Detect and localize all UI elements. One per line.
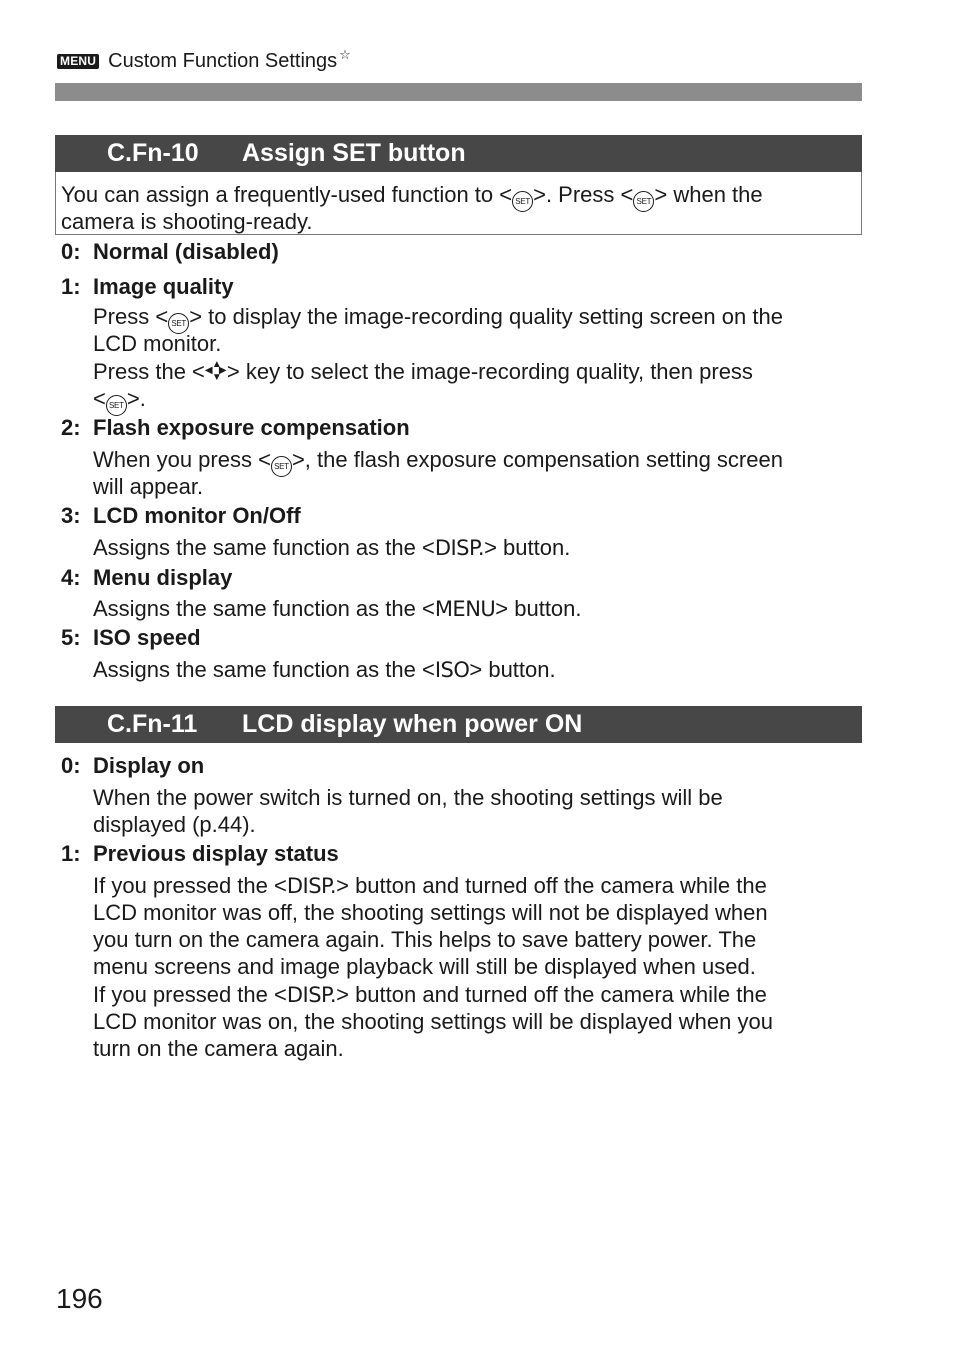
intro-line-2: camera is shooting-ready. <box>61 209 313 234</box>
option-desc-line: turn on the camera again. <box>93 1036 344 1061</box>
section-title: Assign SET button <box>242 139 466 167</box>
header-title: Custom Function Settings <box>108 49 338 72</box>
star-icon: ☆ <box>339 47 351 62</box>
section-bar-cfn11 <box>55 706 862 743</box>
option-heading: 0: Display on <box>61 753 205 778</box>
option-desc-line: LCD monitor. <box>93 331 222 356</box>
disp-button-label: DISP. <box>286 983 337 1007</box>
set-button-icon: SET <box>271 456 292 477</box>
option-heading: 4: Menu display <box>61 565 233 590</box>
option-desc-line: When you press < SET >, the flash exposure compensation setting screen <box>93 446 783 477</box>
option-desc-line: If you pressed the <DISP.> button and turned off the camera while the <box>93 982 767 1007</box>
set-button-icon: SET <box>106 395 127 416</box>
header-rule <box>55 83 862 101</box>
option-heading: 0: Normal (disabled) <box>61 239 279 264</box>
menu-icon: MENU <box>57 54 99 69</box>
option-desc-line: LCD monitor was off, the shooting settings will not be displayed when <box>93 900 768 925</box>
option-desc-line: Assigns the same function as the <MENU> button. <box>93 596 582 621</box>
option-desc-line: When the power switch is turned on, the shooting settings will be <box>93 785 723 810</box>
cross-keys-icon: ▲ ▼ ◀ ▶ <box>204 359 227 383</box>
option-heading: 2: Flash exposure compensation <box>61 415 410 440</box>
set-button-icon: SET <box>633 191 654 212</box>
option-heading: 5: ISO speed <box>61 625 201 650</box>
page-number: 196 <box>56 1283 103 1314</box>
page-header <box>57 48 351 74</box>
section-bar-cfn10 <box>55 135 862 172</box>
disp-button-label: DISP. <box>434 536 485 560</box>
disp-button-label: DISP. <box>286 874 337 898</box>
option-heading: 1: Previous display status <box>61 841 339 866</box>
option-desc-line: will appear. <box>93 474 204 499</box>
option-desc-line: menu screens and image playback will still be displayed when used. <box>93 954 756 979</box>
option-heading: 3: LCD monitor On/Off <box>61 503 301 528</box>
option-desc-line: LCD monitor was on, the shooting settings will be displayed when you <box>93 1009 773 1034</box>
option-heading: 1: Image quality <box>61 274 234 299</box>
option-desc-line: Press < SET > to display the image-recording quality setting screen on the <box>93 303 783 334</box>
option-desc-line: < SET >. <box>93 385 146 416</box>
intro-line-1: You can assign a frequently-used function to < SET >. Press < SET > when the <box>61 181 763 212</box>
iso-button-label: ISO <box>434 658 470 682</box>
option-desc-line: If you pressed the <DISP.> button and turned off the camera while the <box>93 873 767 898</box>
option-desc-line: Assigns the same function as the <ISO> button. <box>93 657 556 682</box>
option-desc-line: you turn on the camera again. This helps to save battery power. The <box>93 927 757 952</box>
section-number: C.Fn-11 <box>107 710 198 738</box>
set-button-icon: SET <box>512 191 533 212</box>
menu-button-label: MENU <box>434 597 496 621</box>
option-desc-line: Press the < ▲ ▼ ◀ ▶ > key to select the image-recording quality, then press <box>93 359 753 384</box>
section-number: C.Fn-10 <box>107 139 199 167</box>
option-desc-line: displayed (p.44). <box>93 812 256 837</box>
set-button-icon: SET <box>168 313 189 334</box>
option-desc-line: Assigns the same function as the <DISP.> button. <box>93 535 571 560</box>
section-title: LCD display when power ON <box>242 710 583 738</box>
